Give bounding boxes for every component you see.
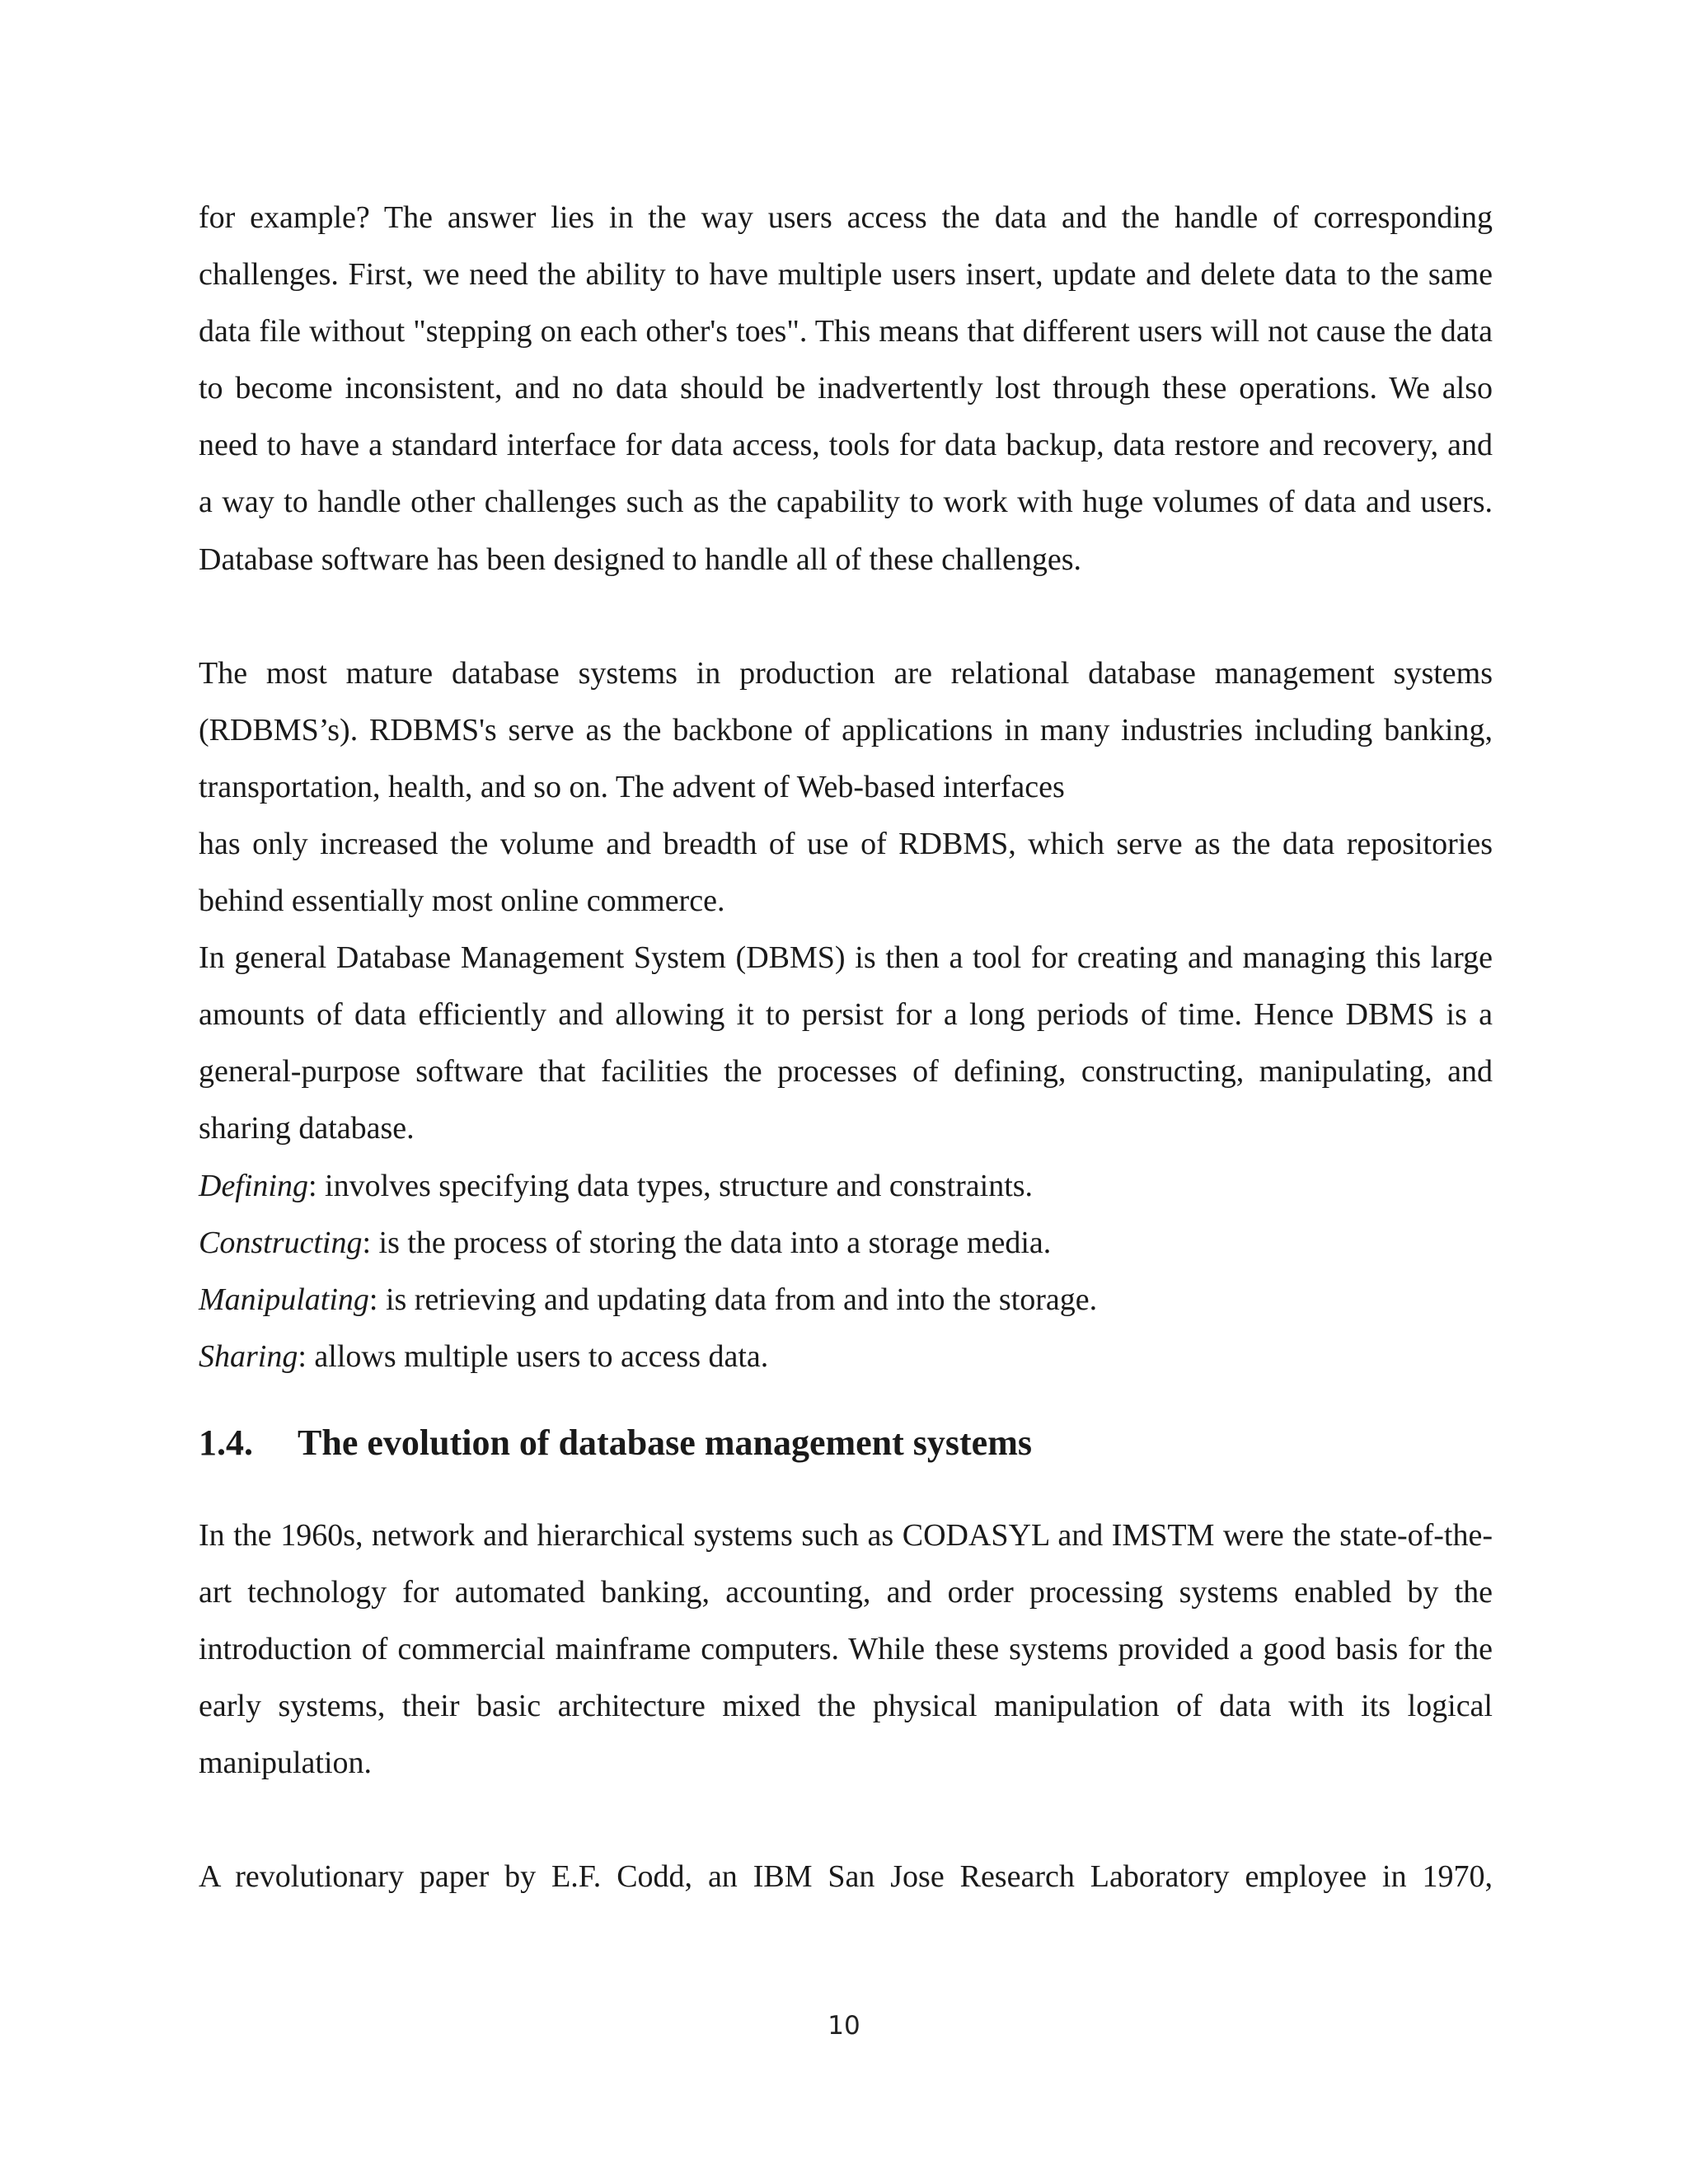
document-page: [199, 190, 1493, 1905]
definition-text: : is the process of storing the data into a storage media.: [362, 1225, 1052, 1260]
definition-text: : is retrieving and updating data from and into the storage.: [368, 1282, 1098, 1317]
paragraph-codd-paper: A revolutionary paper by E.F. Codd, an IBM San Jose Research Laboratory employee in 1970,: [199, 1859, 1493, 1895]
definition-term: Defining: [199, 1168, 308, 1203]
definition-sharing: [199, 1329, 1493, 1385]
definition-constructing: [199, 1215, 1493, 1272]
definition-text: : involves specifying data types, structure and constraints.: [307, 1168, 1034, 1203]
paragraph-dbms-definition: In general Database Management System (DBMS) is then a tool for creating and managing this large amounts of data efficiently and allowing it to persist for a long periods of time. Hence DBMS is a general-purpose software that facilities the processes of defining, constructing, manipulating, and sharing database.: [199, 940, 1493, 1146]
section-heading: [199, 1418, 1493, 1468]
paragraph-gap: [199, 588, 1493, 645]
definition-term: Sharing: [199, 1338, 298, 1374]
paragraph-rdbms-intro: The most mature database systems in production are relational database management systems (RDBMS’s). RDBMS's serve as the backbone of applications in many industries including banking, transportation, health, and so on. The advent of Web-based interfaces: [199, 655, 1493, 804]
definition-term: Manipulating: [199, 1282, 369, 1317]
section-title: The evolution of database management systems: [298, 1422, 1032, 1463]
definition-text: : allows multiple users to access data.: [298, 1338, 769, 1374]
paragraph-gap: [199, 1792, 1493, 1849]
page-number: 10: [828, 2011, 860, 2041]
paragraph-rdbms-web: has only increased the volume and breadth of use of RDBMS, which serve as the data repositories behind essentially most online commerce.: [199, 826, 1493, 919]
definition-manipulating: [199, 1272, 1493, 1329]
definition-defining: [199, 1158, 1493, 1215]
definition-term: Constructing: [199, 1225, 363, 1260]
paragraph-database-challenges: for example? The answer lies in the way users access the data and the handle of corresponding challenges. First, we need the ability to have multiple users insert, update and delete data to the same data file without "stepping on each other's toes". This means that different users will not cause the data to become inconsistent, and no data should be inadvertently lost through these operations. We also need to have a standard interface for data access, tools for data backup, data restore and recovery, and a way to handle other challenges such as the capability to work with huge volumes of data and users. Database software has been designed to handle all of these challenges.: [199, 200, 1493, 577]
section-number: 1.4.: [199, 1422, 253, 1463]
paragraph-1960s-systems: In the 1960s, network and hierarchical systems such as CODASYL and IMSTM were the state-of-the-art technology for automated banking, accounting, and order processing systems enabled by the introduction of commercial mainframe computers. While these systems provided a good basis for the early systems, their basic architecture mixed the physical manipulation of data with its logical manipulation.: [199, 1517, 1493, 1781]
